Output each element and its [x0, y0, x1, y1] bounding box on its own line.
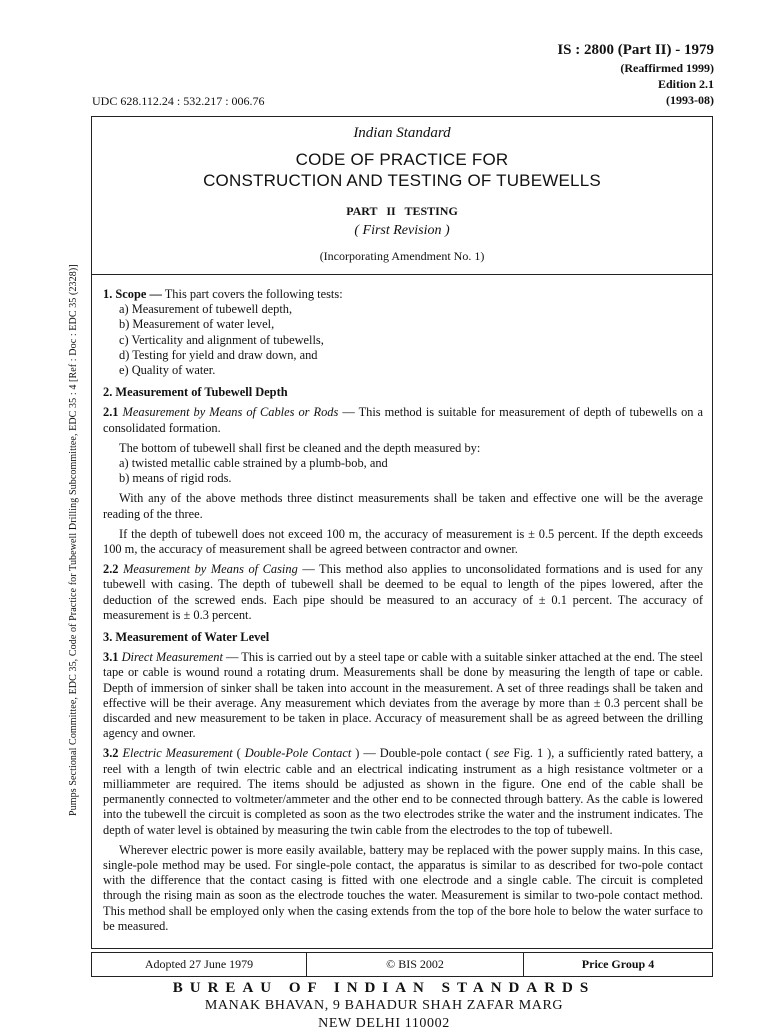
clause-number: 3.1 [103, 650, 119, 665]
indian-standard-label: Indian Standard [353, 125, 451, 141]
paragraph: Wherever electric power is more easily available, battery may be replaced with the power supply mains. In this case, single-pole method may be used. For single-pole contact, the apparatus is similar to as described for two-pole contact with the difference that the contact casing is fitted with one electrode and a single cable. The circuit is completed through the rising main as soon as the electrode touches the water. Measurement is similar to two-pole contact method. This method shall be employed only when the casing extends from the top of the bore hole to below the water surface to be measured. [103, 842, 703, 933]
clause-text: Fig. 1 ), a sufficiently rated battery, a reel with a length of twin electric cable and an electrical indicating instrument as a high resistance voltmeter or a milliammeter are required. The items should be adjusted as shown in the figure. One end of the cable shall be permanently connected to voltmeter/ammeter and the other end to be connected through battery. As the cable is lowered into the tubewell the circuit is completed as soon as the two electrodes strike the water and the instrument indicates. The depth of water level is obtained by measuring the twin cable from the electrodes to the top of tubewell. [103, 746, 703, 837]
clause-3-2 [103, 746, 703, 837]
clause-text: — This is carried out by a steel tape or cable with a suitable sinker attached at the end. The steel tape or cable is wound round a rotating drum. Measurements shall be done by measuring the length of tape or cable. Depth of immersion of sinker shall be taken into account in the measurement. A set of three readings shall be taken and effective will be their average. Any measurement which deviates from the average by more than ± 0.3 percent shall be discarded and new measurement to be taken in place. Accuracy of measurement shall be as agreed between the drilling agency and owner. [103, 650, 703, 741]
scope-paragraph [103, 287, 703, 302]
paragraph: With any of the above methods three distinct measurements shall be taken and effective one will be the average reading of the three. [103, 491, 703, 521]
list-item: a) Measurement of tubewell depth, [119, 302, 293, 317]
list-item: c) Verticality and alignment of tubewells, [119, 332, 324, 347]
clause-number: 3.2 [103, 746, 119, 761]
reaffirmed-note: (Reaffirmed 1999) [620, 61, 714, 75]
title-block [92, 117, 712, 275]
title-line-2: CONSTRUCTION AND TESTING OF TUBEWELLS [203, 171, 601, 190]
clause-number: 2.2 [103, 562, 119, 577]
section-heading: 3. Measurement of Water Level [103, 630, 270, 645]
part-label: PART II TESTING [346, 204, 458, 218]
publisher-address-1: MANAK BHAVAN, 9 BAHADUR SHAH ZAFAR MARG [204, 998, 564, 1013]
see-reference: see [493, 746, 510, 761]
edition-date: (1993-08) [666, 93, 714, 107]
udc-code: UDC 628.112.24 : 532.217 : 006.76 [92, 94, 265, 108]
clause-2-2 [103, 562, 703, 623]
clause-title: Direct Measurement [121, 650, 223, 665]
list-item: e) Quality of water. [119, 363, 216, 378]
document-body [92, 275, 712, 934]
price-group: Price Group 4 [581, 957, 655, 971]
adopted-date: Adopted 27 June 1979 [92, 953, 307, 976]
list-item: b) Measurement of water level, [119, 317, 275, 332]
paragraph: If the depth of tubewell does not exceed 100 m, the accuracy of measurement is ± 0.5 percent. If the depth exceeds 100 m, the accuracy of measurement shall be agreed between contractor and owner. [103, 526, 703, 557]
list-item: b) means of rigid rods. [119, 471, 232, 486]
publisher-name: BUREAU OF INDIAN STANDARDS [172, 980, 596, 996]
clause-text: — This method is suitable for measurement of depth of tubewells on a consolidated formation. [103, 405, 703, 435]
clause-subtitle: Double-Pole Contact [244, 746, 352, 761]
clause-text: — This method also applies to unconsolidated formations and is used for any tubewell with casing. The depth of tubewell shall be deemed to be equal to length of the pipes lowered, after the deduction of the screwed ends. Each pipe should be measured to an accuracy of ± 0.1 percent. The accuracy of measurement is ± 0.3 percent. [103, 562, 703, 622]
scope-text: This part covers the following tests: [161, 287, 343, 301]
section-3-heading [103, 630, 703, 645]
revision-label: ( First Revision ) [354, 223, 450, 238]
clause-title: Electric Measurement [122, 746, 233, 761]
copyright-notice: © BIS 2002 [307, 953, 524, 976]
clause-text: ) — Double-pole contact ( [351, 746, 494, 761]
clause-text: ( [232, 746, 245, 761]
standard-number: IS : 2800 (Part II) - 1979 [557, 42, 714, 58]
section-heading: 2. Measurement of Tubewell Depth [103, 385, 288, 400]
clause-2-1 [103, 405, 703, 435]
clause-title: Measurement by Means of Cables or Rods [122, 405, 339, 420]
edition-label: Edition 2.1 [657, 77, 714, 91]
document-header [557, 40, 714, 108]
section-2-heading [103, 385, 703, 400]
paragraph: The bottom of tubewell shall first be cleaned and the depth measured by: [119, 440, 481, 455]
clause-number: 2.1 [103, 405, 119, 420]
publisher-address-2: NEW DELHI 110002 [318, 1016, 450, 1031]
clause-3-1 [103, 650, 703, 741]
footer-table [91, 952, 713, 977]
scope-heading: 1. Scope — [103, 287, 162, 301]
amendment-label: (Incorporating Amendment No. 1) [319, 249, 485, 263]
list-item: d) Testing for yield and draw down, and [119, 347, 318, 362]
clause-title: Measurement by Means of Casing [123, 562, 298, 577]
committee-sidebar: Pumps Sectional Committee, EDC 35, Code of Practice for Tubewell Drilling Subcommittee, EDC 35 : 4 [Ref : Doc : EDC 35 (2328)] [68, 264, 79, 816]
content-frame [91, 116, 713, 949]
list-item: a) twisted metallic cable strained by a plumb-bob, and [119, 456, 388, 471]
title-line-1: CODE OF PRACTICE FOR [295, 150, 509, 169]
